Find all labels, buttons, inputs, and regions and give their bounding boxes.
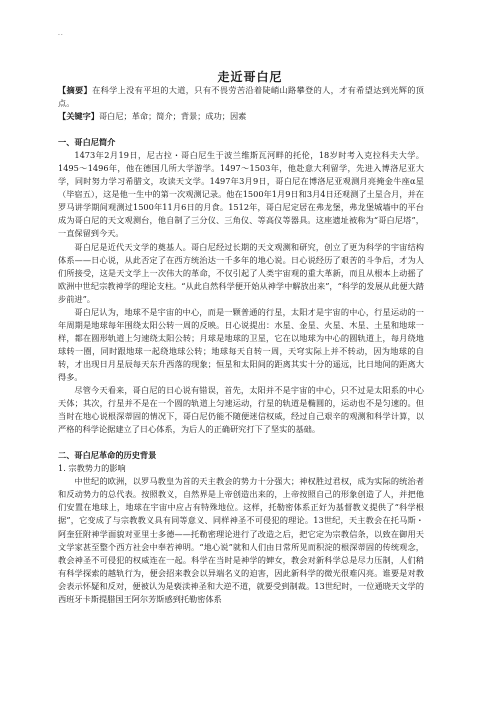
keywords-label: 【关键字】 [58, 111, 99, 122]
paragraph: 中世纪的欧洲，以罗马教皇为首的天主教会的势力十分强大；神权胜过君权，成为实际的统治者和反动势力的总代表。按照教义，自然界是上帝创造出来的，上帝按照自己的形象创造了人，并把他们安置在地球上，地球在宇宙中应占有特殊地位。这样，托勒密体系正好为基督教义提供了“科学根据”，它变成了与宗教教义具有同等意义、同样神圣不可侵犯的理论。13世纪，天主教会在托马斯・阿奎狂附神学面貌对亚里士多德——托勒密理论进行了改造之后，把它定为宗教信条，以致在御用天文学家甚至整个西方社会中奉若神明。“地心说”就和人们由日常所见而积淀的根深蒂固的传统观念，教会神圣不可侵犯的权威连在一起。科学在当时是神学的婢女，教会对新科学总是尽力压制，人们稍有科学探索的越轨行为，便会招来教会以异端名义的迫害，因此新科学的微光很难闪亮。谁要是对教会表示怀疑和反对，便被认为是亵渎神圣和大逆不道，就要受到制裁。13世纪时，一位通晓天文学的西班牙卡斯提腊国王阿尔芳斯感到托勒密体系 [58, 476, 424, 604]
paragraph: 尽管今天看来，哥白尼的日心说有错误，首先，太阳并不是宇宙的中心，只不过是太阳系的中心天体；其次，行星并不是在一个圆的轨道上匀速运动，行星的轨道是椭圆的，运动也不是匀速的。但当时在地心说根深蒂固的情况下，哥白尼仍能不随便迷信权威，经过自己艰辛的观测和科学计算，以严格的科学论据建立了日心体系，为后人的正确研究打下了坚实的基础。 [58, 385, 424, 435]
section-heading-intro: 一、哥白尼简介 [58, 137, 116, 148]
header-mark: .. [58, 30, 64, 37]
abstract-text: 在科学上没有平坦的大道，只有不畏劳苦沿着陡峭山路攀登的人，才有希望达到光辉的顶点。 [58, 85, 424, 109]
paragraph: 哥白尼是近代天文学的奠基人。哥白尼经过长期的天文观测和研究，创立了更为科学的宇宙结构体系——日心说，从此否定了在西方统治达一千多年的地心说。日心说经历了艰苦的斗争后，才为人们所接受，这是天文学上一次伟大的革命，不仅引起了人类宇宙观的重大革新，而且从根本上动摇了欧洲中世纪宗教神学的理论支柱。“从此自然科学便开始从神学中解放出来”，“科学的发展从此便大踏步前进”。 [58, 241, 424, 304]
keywords-text: 哥白尼；革命；简介；背景；成功；因素 [98, 111, 247, 122]
paragraph: 哥白尼认为，地球不是宇宙的中心，而是一颗普通的行星，太阳才是宇宙的中心，行星运动的一年周期是地球每年围绕太阳公转一周的反映。日心说提出：水星、金星、火星、木星、土星和地球一样，都在圆形轨道上匀速绕太阳公转；月球是地球的卫星，它在以地球为中心的圆轨道上，每月绕地球转一圈，同时跟地球一起绕地球公转；地球每天自转一周，天穹实际上并不转动，因为地球的自转，才出现日月星辰每天东升西落的现象；恒星和太阳间的距离其实十分的遥远，比日地间的距离大得多。 [58, 306, 424, 382]
paragraph: 1473年2月19日，尼古拉・哥白尼生于波兰维斯瓦河畔的托伦，18岁时考入克拉科夫大学。1495～1496年，他在德国几所大学游学。1497～1503年，他赴意大利留学，先进入博洛尼亚大学，同时努力学习希腊文，攻读天文学。1497年3月9日，哥白尼在博洛尼亚观测月亮掩金牛座α星（毕宿五），这是他一生中的第一次观测记录。他在1500年1月9日和3月4日还观测了土星合月，并在罗马讲学期间观测过1500年11月6日的月食。1512年，哥白尼定居在弗龙堡，弗龙堡城墙中的平台成为哥白尼的天文观测台，他自制了三分仪、三角仪、等高仪等器具。这座遗址被称为“哥白尼塔”，一直保留到今天。 [58, 150, 424, 239]
abstract [58, 84, 424, 110]
subsection-heading: 1. 宗教势力的影响 [58, 463, 126, 474]
abstract-label: 【摘要】 [58, 85, 93, 95]
document-title: 走近哥白尼 [217, 70, 283, 84]
keywords [58, 110, 424, 123]
section-heading-background: 二、哥白尼革命的历史背景 [58, 450, 157, 461]
document-body [58, 84, 424, 606]
